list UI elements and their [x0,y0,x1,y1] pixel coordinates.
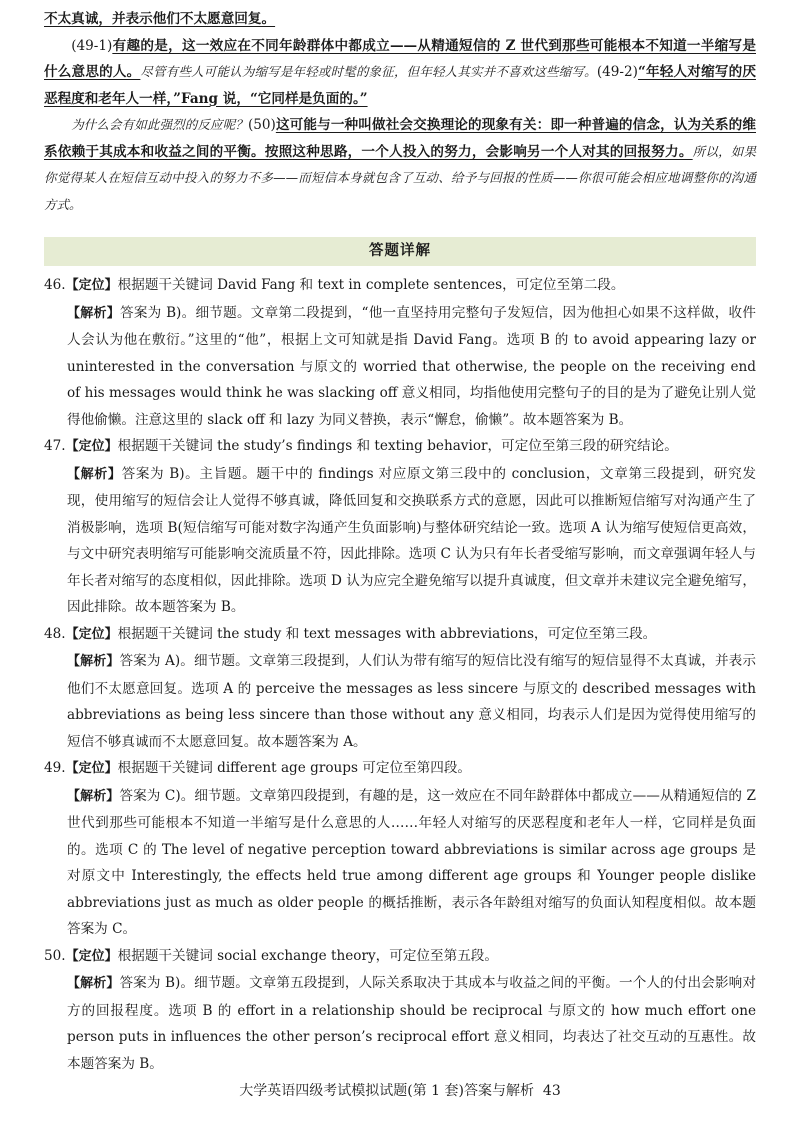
marker-50: (50) [247,117,276,133]
analysis-text: 答案为 B)。细节题。文章第二段提到，“他一直坚持用完整句子发短信，因为他担心如果不这样做，收件人会认为他在敷衍。”这里的“他”，根据上文可知就是指 David Fang。选项 B 的 to avoid appearing lazy or uninterested in the conversation 与原文的 worried that otherwise, the people on the receiving end of his messages would think he was slacking off 意义相同，均指他使用完整句子的目的是为了避免让别人觉得他偷懒。注意这里的 slack off 和 lazy 为同义替换，表示“懈怠，偷懒”。故本题答案为 B。 [67,304,756,428]
underlined-sentence: “年轻人对缩写的厌恶程度和老年人一样，”Fang 说，“它同样是负面的。” [44,64,756,107]
page-number: 43 [542,1083,561,1099]
analysis-tag: 【解析】 [67,976,120,991]
question-number: 47. [44,438,66,454]
analysis-tag: 【解析】 [67,654,120,669]
section-title: 答题详解 [44,237,756,266]
paragraph-49 [44,33,756,113]
marker-49-1: (49-1) [71,37,113,54]
analysis-tag: 【解析】 [67,466,122,482]
locate-tag: 【定位】 [65,439,118,454]
italic-sentence: 尽管有些人可能认为缩写是年轻或时髦的象征，但年轻人其实并不喜欢这些缩写。 [140,64,597,79]
locate-tag: 【定位】 [65,761,118,776]
locate-text: 根据题干关键词 the study’s findings 和 texting behavior，可定位至第三段的研究结论。 [117,438,678,454]
answer-50 [44,943,756,1078]
answer-48 [44,621,756,756]
locate-tag: 【定位】 [65,948,118,964]
answer-46 [44,272,756,433]
locate-text: 根据题干关键词 David Fang 和 text in complete sentences，可定位至第二段。 [117,277,625,293]
passage-excerpt [44,6,756,218]
question-number: 46. [44,277,66,293]
passage-line [44,6,756,33]
analysis-tag: 【解析】 [67,788,120,804]
answer-explanations [44,272,756,1077]
marker-49-2: (49-2) [596,64,638,80]
locate-tag: 【定位】 [65,626,118,642]
locate-tag: 【定位】 [65,278,118,293]
question-number: 49. [44,760,66,776]
underlined-sentence: 有趣的是，这一效应在不同年龄群体中都成立——从精通短信的 Z 世代到那些可能根本不知道一半缩写是什么意思的人。 [44,37,756,80]
analysis-tag: 【解析】 [67,305,120,321]
answer-47 [44,433,756,621]
paragraph-50 [44,112,756,218]
page-footer [0,1080,800,1100]
underlined-sentence: 这可能与一种叫做社会交换理论的现象有关：即一种普遍的信念，认为关系的维系依赖于其成本和收益之间的平衡。按照这种思路，一个人投入的努力，会影响另一个人对其的回报努力。 [44,117,756,160]
underlined-sentence: 不太真诚，并表示他们不太愿意回复。 [44,11,276,27]
italic-sentence: 为什么会有如此强烈的反应呢？ [71,117,248,132]
question-number: 50. [44,947,66,964]
answer-49 [44,755,756,943]
analysis-text: 答案为 B)。细节题。文章第五段提到，人际关系取决于其成本与收益之间的平衡。一个人的付出会影响对方的回报程度。选项 B 的 effort in a relationship should be reciprocal 与原文的 how much effort one person puts in influences the other person’s reciprocal effort 意义相同，均表达了社交互动的互惠性。故本题答案为 B。 [67,975,756,1072]
locate-text: 根据题干关键词 social exchange theory，可定位至第五段。 [117,947,498,964]
footer-title: 大学英语四级考试模拟试题(第 1 套)答案与解析 [239,1083,534,1099]
analysis-text: 答案为 B)。主旨题。题干中的 findings 对应原文第三段中的 conclusion，文章第三段提到，研究发现，使用缩写的短信会让人觉得不够真诚，降低回复和交换联系方式的意愿，因此可以推断短信缩写对沟通产生了消极影响，选项 B(短信缩写可能对数字沟通产生负面影响)与整体研究结论一致。选项 A 认为缩写使短信更高效，与文中研究表明缩写可能影响交流质量不符，因此排除。选项 C 认为只有年长者受缩写影响，而文章强调年轻人与年长者对缩写的态度相似，因此排除。选项 D 认为应完全避免缩写以提升真诚度，但文章并未建议完全避免缩写，因此排除。故本题答案为 B。 [67,465,756,615]
locate-text: 根据题干关键词 different age groups 可定位至第四段。 [117,760,472,776]
italic-sentence: 所以，如果你觉得某人在短信互动中投入的努力不多——而短信本身就包含了互动、给予与回报的性质——你很可能会相应地调整你的沟通方式。 [44,143,756,212]
analysis-text: 答案为 C)。细节题。文章第四段提到，有趣的是，这一效应在不同年龄群体中都成立——从精通短信的 Z 世代到那些可能根本不知道一半缩写是什么意思的人……年轻人对缩写的厌恶程度和老年人一样，它同样是负面的。选项 C 的 The level of negative perception toward abbreviations is similar across age groups 是对原文中 Interestingly, the effects held true among different age groups 和 Younger people dislike abbreviations just as much as older people 的概括推断，表示各年龄组对缩写的负面认知程度相似。故本题答案为 C。 [67,787,756,937]
locate-text: 根据题干关键词 the study 和 text messages with abbreviations，可定位至第三段。 [117,625,657,642]
question-number: 48. [44,625,66,642]
analysis-text: 答案为 A)。细节题。文章第三段提到，人们认为带有缩写的短信比没有缩写的短信显得不太真诚，并表示他们不太愿意回复。选项 A 的 perceive the messages as less sincere 与原文的 described messages with abbreviations as being less sincere than those without any 意义相同，均表示人们是因为觉得使用缩写的短信不够真诚而不太愿意回复。故本题答案为 A。 [67,653,756,750]
